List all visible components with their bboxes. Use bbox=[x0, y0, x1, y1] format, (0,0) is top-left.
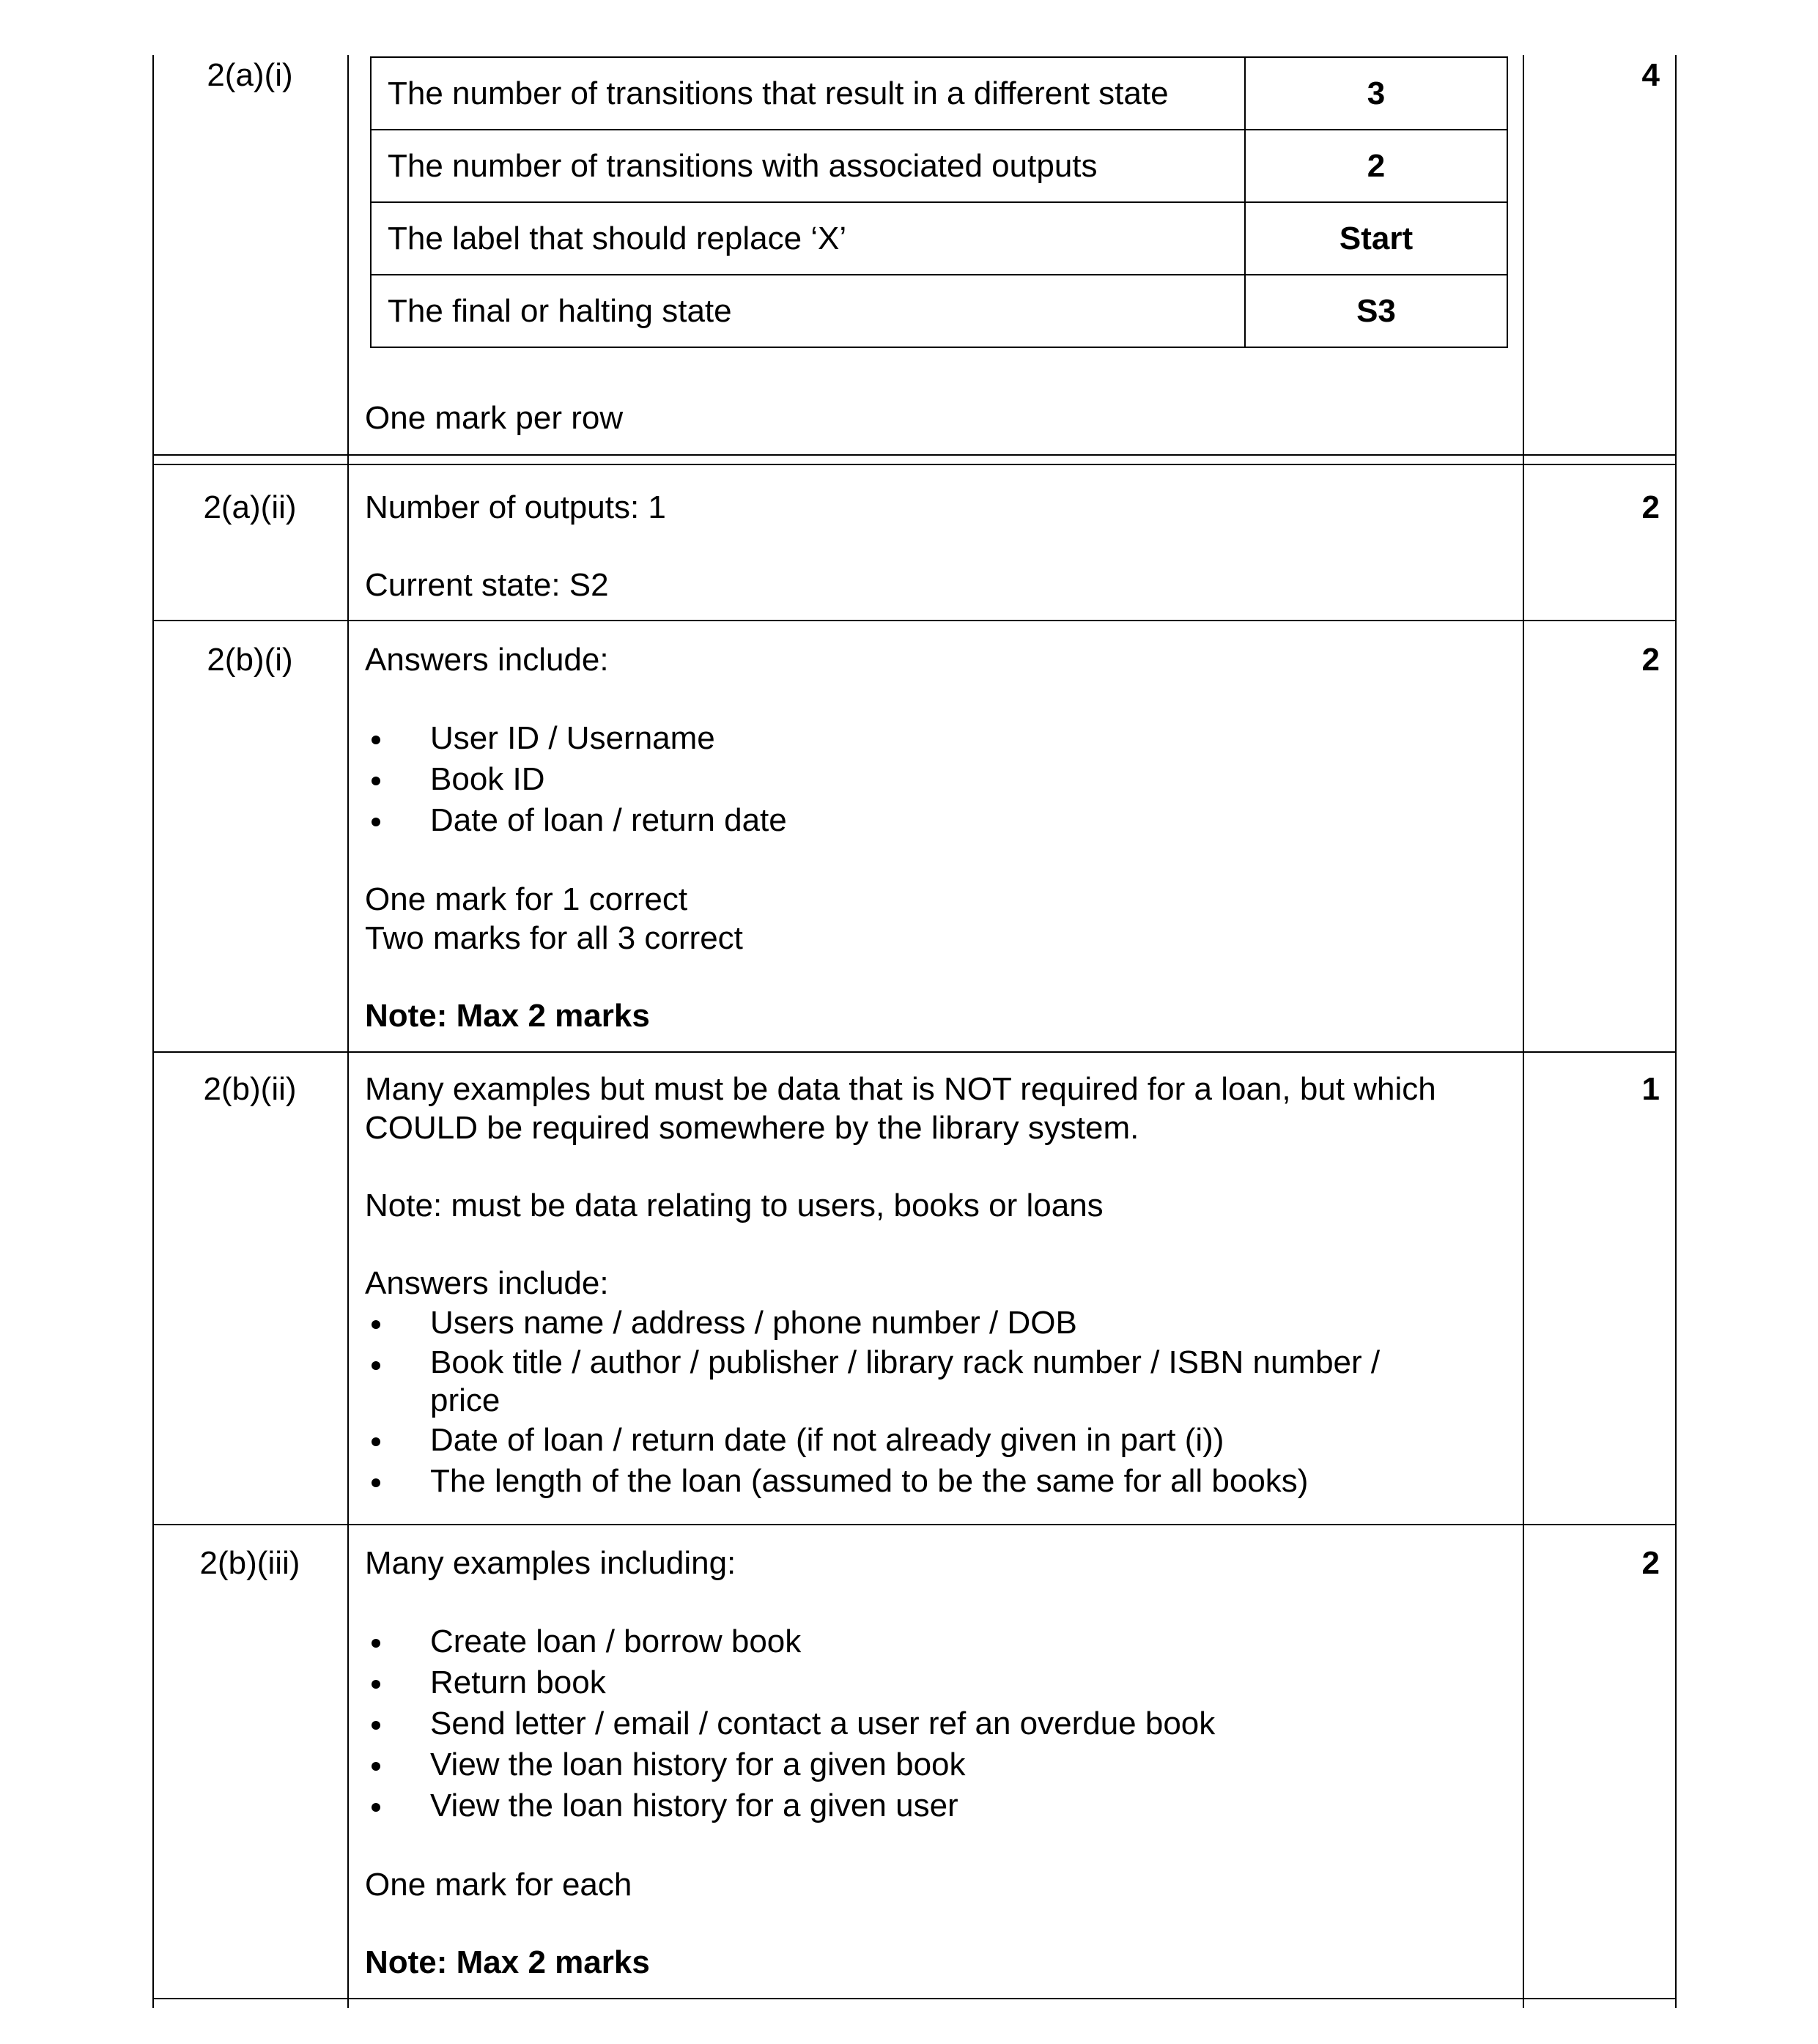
answer-bullet-list bbox=[365, 718, 1508, 841]
list-item: Book title / author / publisher / library rack number / ISBN number / price bbox=[365, 1344, 1434, 1420]
answer-note: One mark per row bbox=[365, 400, 624, 436]
transition-answer-table bbox=[370, 56, 1508, 348]
table-cell-description: The label that should replace ‘X’ bbox=[371, 202, 1245, 275]
table-border-right bbox=[1675, 55, 1677, 2008]
table-cell-description: The number of transitions that result in a different state bbox=[371, 57, 1245, 130]
list-item: Users name / address / phone number / DOB bbox=[365, 1303, 1449, 1344]
table-row bbox=[371, 202, 1507, 275]
answer-cell bbox=[365, 488, 1508, 604]
answer-bullet-list bbox=[365, 1303, 1449, 1502]
row-separator-double bbox=[152, 454, 1677, 465]
marks-value: 2 bbox=[1641, 1545, 1660, 1581]
list-item: The length of the loan (assumed to be the same for all books) bbox=[365, 1461, 1449, 1502]
marks-value: 4 bbox=[1641, 57, 1660, 93]
answers-heading: Answers include: bbox=[365, 1265, 609, 1301]
list-item: Send letter / email / contact a user ref an overdue book bbox=[365, 1703, 1508, 1744]
list-item: View the loan history for a given user bbox=[365, 1785, 1508, 1826]
answer-intro-line: Many examples but must be data that is NOT required for a loan, but which bbox=[365, 1071, 1436, 1107]
answer-bullet-list bbox=[365, 1621, 1508, 1826]
answer-cell bbox=[365, 1544, 1508, 1982]
list-item: User ID / Username bbox=[365, 718, 1508, 759]
list-item: Date of loan / return date (if not already given in part (i)) bbox=[365, 1420, 1449, 1461]
column-divider-marks bbox=[1523, 55, 1524, 2008]
table-cell-value: 3 bbox=[1245, 57, 1507, 130]
list-item: Date of loan / return date bbox=[365, 800, 1508, 841]
row-separator bbox=[152, 1524, 1677, 1525]
row-separator bbox=[152, 1051, 1677, 1053]
list-item: Create loan / borrow book bbox=[365, 1621, 1508, 1662]
question-number: 2(b)(i) bbox=[207, 642, 293, 678]
list-item: View the loan history for a given book bbox=[365, 1744, 1508, 1785]
table-row bbox=[371, 57, 1507, 130]
column-divider-question bbox=[347, 55, 349, 2008]
answer-line: Current state: S2 bbox=[365, 567, 609, 603]
table-cell-description: The number of transitions with associated outputs bbox=[371, 130, 1245, 202]
table-row bbox=[371, 275, 1507, 347]
table-cell-value: Start bbox=[1245, 202, 1507, 275]
question-number: 2(a)(i) bbox=[207, 57, 293, 93]
answer-cell bbox=[365, 1070, 1508, 1502]
marks-value: 2 bbox=[1641, 642, 1660, 678]
row-separator bbox=[152, 620, 1677, 621]
answer-note: Note: must be data relating to users, books or loans bbox=[365, 1188, 1104, 1223]
max-marks-note: Note: Max 2 marks bbox=[365, 1944, 650, 1980]
marks-value: 2 bbox=[1641, 489, 1660, 525]
max-marks-note: Note: Max 2 marks bbox=[365, 998, 650, 1034]
question-number: 2(b)(iii) bbox=[199, 1545, 300, 1581]
answer-line: Number of outputs: 1 bbox=[365, 489, 666, 525]
table-border-bottom bbox=[152, 1998, 1677, 1999]
marks-value: 1 bbox=[1641, 1071, 1660, 1107]
table-cell-description: The final or halting state bbox=[371, 275, 1245, 347]
question-number: 2(b)(ii) bbox=[203, 1071, 297, 1107]
list-item: Book ID bbox=[365, 759, 1508, 800]
table-cell-value: S3 bbox=[1245, 275, 1507, 347]
answer-intro-line: COULD be required somewhere by the library system. bbox=[365, 1110, 1139, 1146]
answer-intro: Answers include: bbox=[365, 642, 609, 678]
question-number: 2(a)(ii) bbox=[203, 489, 297, 525]
list-item: Return book bbox=[365, 1662, 1508, 1703]
mark-scheme-line: One mark for each bbox=[365, 1867, 632, 1903]
table-row bbox=[371, 130, 1507, 202]
table-cell-value: 2 bbox=[1245, 130, 1507, 202]
answer-intro: Many examples including: bbox=[365, 1545, 736, 1581]
mark-scheme-line: Two marks for all 3 correct bbox=[365, 920, 743, 956]
answer-cell bbox=[365, 640, 1508, 1035]
mark-scheme-line: One mark for 1 correct bbox=[365, 881, 688, 917]
table-border-left bbox=[152, 55, 154, 2008]
